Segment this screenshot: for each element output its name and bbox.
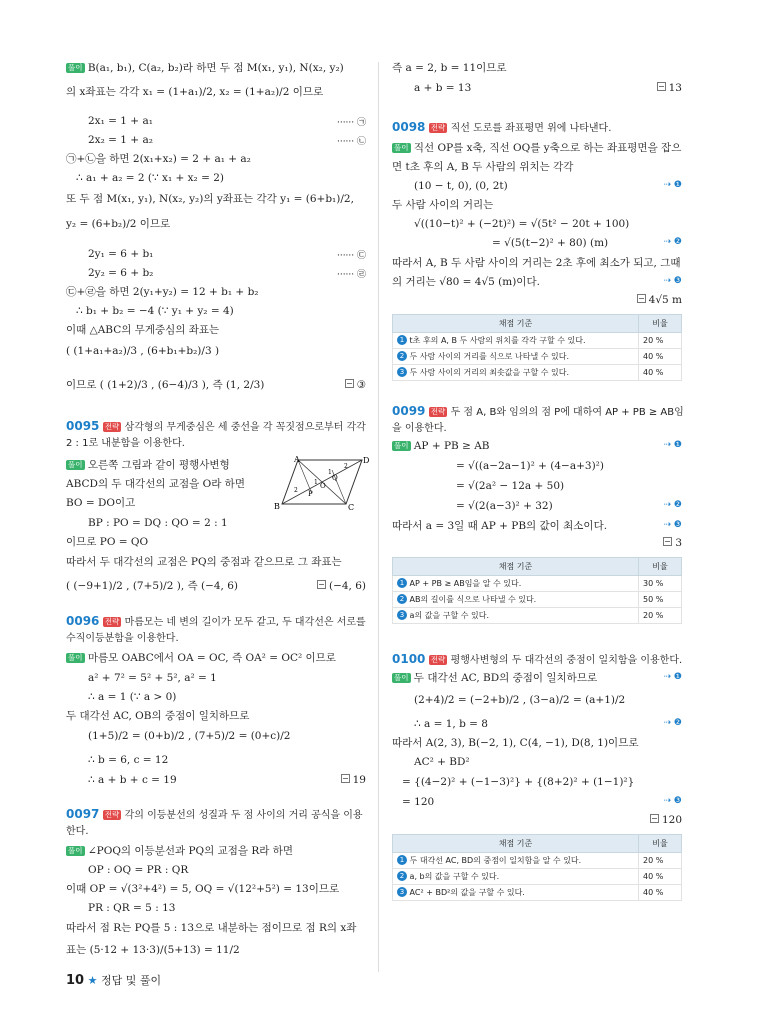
sol-line: = {(4−2)² + (−1−3)²} + {(8+2)² + (1−1)²}	[402, 776, 635, 788]
sol-line: (2+4)/2 = (−2+b)/2 , (3−a)/2 = (a+1)/2	[414, 694, 626, 706]
sol-line: 풀이 두 대각선 AC, BD의 중점이 일치하므로	[394, 672, 598, 684]
parallelogram-figure	[270, 454, 370, 514]
table-header: 채점 기준	[393, 835, 639, 853]
eq-mark: ······ ㉠	[336, 118, 366, 128]
scoring-table-0098	[392, 314, 682, 381]
table-row: 1 두 대각선 AC, BD의 중점이 일치함을 알 수 있다. 20 %	[393, 853, 682, 869]
sol-line: 풀이 B(a₁, b₁), C(a₂, b₂)라 하면 두 점 M(x₁, y₁), N(x₂, y₂)	[68, 62, 344, 74]
sol-line: 2x₁ = 1 + a₁	[88, 115, 153, 127]
sol-line: a + b = 13	[414, 82, 472, 94]
answer: 4√5 m	[637, 294, 682, 306]
page-number: 10	[66, 973, 85, 988]
sol-line: 즉 a = 2, b = 11이므로	[392, 62, 507, 74]
problem-header-0096: 0096 전략 마름모는 네 변의 길이가 모두 같고, 두 대각선은 서로를	[66, 614, 366, 628]
sol-line: (1+5)/2 = (0+b)/2 , (7+5)/2 = (0+c)/2	[88, 730, 291, 742]
sol-line: 2x₂ = 1 + a₂	[88, 134, 153, 146]
sol-line: 따라서 a = 3일 때 AP + PB의 값이 최소이다.	[392, 520, 608, 532]
table-row: 2 AB의 길이를 식으로 나타낼 수 있다. 50 %	[393, 592, 682, 608]
step-marker: ⇢ ❷	[663, 237, 682, 247]
answer: 19	[341, 774, 366, 786]
problem-title-cont: 2 : 1로 내분함을 이용한다.	[66, 438, 185, 449]
step-marker: ⇢ ❶	[663, 180, 682, 190]
sol-line: ABCD의 두 대각선의 교점을 O라 하면	[66, 478, 245, 490]
step-marker: ⇢ ❶	[663, 440, 682, 450]
answer-box-icon	[637, 294, 646, 303]
fig-label-c: C	[348, 503, 355, 512]
sol-line: 풀이 오른쪽 그림과 같이 평행사변형	[68, 459, 230, 471]
sol-line: 표는 (5·12 + 13·3)/(5+13) = 11/2	[66, 944, 240, 956]
table-row: 1 AP + PB ≥ AB임을 알 수 있다. 30 %	[393, 576, 682, 592]
sol-line: ∴ a + b + c = 19	[88, 774, 177, 786]
step-marker: ⇢ ❷	[663, 500, 682, 510]
answer: 13	[657, 82, 682, 94]
table-header: 비율	[639, 558, 682, 576]
answer-box-icon	[650, 814, 659, 823]
sol-line: √((10−t)² + (−2t)²) = √(5t² − 20t + 100)	[414, 218, 630, 230]
sol-line: (10 − t, 0), (0, 2t)	[414, 180, 508, 192]
sol-line: 이므로 ( (1+2)/3 , (6−4)/3 ), 즉 (1, 2/3)	[66, 379, 265, 391]
sol-line: 풀이 AP + PB ≥ AB	[394, 440, 490, 452]
fig-label-b: B	[274, 502, 280, 511]
table-header: 비율	[639, 835, 682, 853]
answer: ③	[345, 379, 366, 391]
table-row: 2 a, b의 값을 구할 수 있다. 40 %	[393, 869, 682, 885]
sol-line: 의 거리는 √80 = 4√5 (m)이다.	[392, 276, 540, 288]
answer-box-icon	[345, 379, 354, 388]
sol-line: 이때 OP = √(3²+4²) = 5, OQ = √(12²+5²) = 13이므로	[66, 883, 340, 895]
answer: (−4, 6)	[317, 580, 366, 592]
problem-header-0100: 0100 전략 평행사변형의 두 대각선의 중점이 일치함을 이용한다.	[392, 652, 683, 666]
answer-box-icon	[657, 82, 666, 91]
sol-line: 풀이 마름모 OABC에서 OA = OC, 즉 OA² = OC² 이므로	[68, 652, 336, 664]
fig-label-d: D	[363, 456, 370, 465]
sol-line: 또 두 점 M(x₁, y₁), N(x₂, y₂)의 y좌표는 각각 y₁ = (6+b₁)/2,	[66, 193, 354, 205]
table-row: 3 a의 값을 구할 수 있다. 20 %	[393, 608, 682, 624]
step-marker: ⇢ ❷	[663, 718, 682, 728]
column-divider	[378, 62, 379, 972]
answer-box-icon	[341, 774, 350, 783]
table-header: 채점 기준	[393, 558, 639, 576]
sol-line: ∴ b₁ + b₂ = −4 (∵ y₁ + y₂ = 4)	[76, 305, 234, 317]
star-icon: ★	[87, 974, 98, 987]
eq-mark: ······ ㉡	[336, 137, 366, 147]
sol-line: 두 사람 사이의 거리는	[392, 199, 494, 211]
sol-line: ( (−9+1)/2 , (7+5)/2 ), 즉 (−4, 6)	[66, 580, 239, 592]
sol-line: y₂ = (6+b₂)/2 이므로	[66, 218, 171, 230]
step-marker: ⇢ ❶	[663, 672, 682, 682]
sol-line: ㉠+㉡을 하면 2(x₁+x₂) = 2 + a₁ + a₂	[66, 153, 251, 165]
fig-ratio: 2	[344, 463, 348, 470]
sol-line: 풀이 직선 OP를 x축, 직선 OQ를 y축으로 하는 좌표평면을 잡으	[394, 142, 682, 154]
answer: 120	[650, 814, 682, 826]
table-header: 비율	[639, 315, 682, 333]
answer-box-icon	[663, 537, 672, 546]
sol-line: ∴ a₁ + a₂ = 2 (∵ x₁ + x₂ = 2)	[76, 172, 225, 184]
fig-label-p: P	[308, 490, 313, 498]
fig-label-o: O	[320, 482, 326, 490]
eq-mark: ······ ㉣	[336, 270, 366, 280]
sol-line: = 120	[402, 796, 435, 808]
step-marker: ⇢ ❸	[663, 520, 682, 530]
sol-line: 풀이 ∠POQ의 이등분선과 PQ의 교점을 R라 하면	[68, 845, 294, 857]
sol-line: AC² + BD²	[414, 756, 470, 768]
problem-header-0099: 0099 전략 두 점 A, B와 임의의 점 P에 대하여 AP + PB ≥ AB임	[392, 404, 684, 418]
answer-box-icon	[317, 580, 326, 589]
step-marker: ⇢ ❸	[663, 796, 682, 806]
sol-line: = √(2a² − 12a + 50)	[456, 480, 565, 492]
fig-ratio: 1	[314, 479, 318, 486]
sol-line: ㉢+㉣을 하면 2(y₁+y₂) = 12 + b₁ + b₂	[66, 286, 259, 298]
fig-label-a: A	[294, 455, 300, 464]
step-marker: ⇢ ❸	[663, 276, 682, 286]
sol-line: ∴ b = 6, c = 12	[88, 754, 169, 766]
problem-title-cont: 수직이등분함을 이용한다.	[66, 633, 179, 644]
sol-line: BP : PO = DQ : QO = 2 : 1	[88, 517, 228, 529]
table-row: 1 t초 후의 A, B 두 사람의 위치를 각각 구할 수 있다. 20 %	[393, 333, 682, 349]
sol-line: 2y₁ = 6 + b₁	[88, 248, 154, 260]
footer-text: 정답 및 풀이	[100, 974, 162, 987]
page-footer	[66, 972, 161, 988]
scoring-table-0100	[392, 834, 682, 901]
fig-ratio: 1	[328, 469, 332, 476]
problem-title-cont: 한다.	[66, 826, 89, 837]
table-row: 3 AC² + BD²의 값을 구할 수 있다. 40 %	[393, 885, 682, 901]
sol-line: = √(2(a−3)² + 32)	[456, 500, 553, 512]
sol-line: 두 대각선 AC, OB의 중점이 일치하므로	[66, 710, 250, 722]
sol-line: 2y₂ = 6 + b₂	[88, 267, 154, 279]
sol-line: ∴ a = 1, b = 8	[414, 718, 488, 730]
sol-line: 의 x좌표는 각각 x₁ = (1+a₁)/2, x₂ = (1+a₂)/2 이므로	[66, 86, 324, 98]
sol-line: 면 t초 후의 A, B 두 사람의 위치는 각각	[392, 161, 574, 173]
table-row: 3 두 사람 사이의 거리의 최솟값을 구할 수 있다. 40 %	[393, 365, 682, 381]
scoring-table-0099	[392, 557, 682, 624]
problem-header-0098: 0098 전략 직선 도로를 좌표평면 위에 나타낸다.	[392, 120, 612, 134]
sol-line: = √(5(t−2)² + 80) (m)	[492, 237, 609, 249]
sol-line: OP : OQ = PR : QR	[88, 864, 189, 876]
eq-mark: ······ ㉢	[336, 251, 366, 261]
sol-line: BO = DO이고	[66, 497, 136, 509]
sol-line: ∴ a = 1 (∵ a > 0)	[88, 691, 177, 703]
fig-label-q: Q	[332, 474, 338, 482]
sol-line: 이때 △ABC의 무게중심의 좌표는	[66, 324, 220, 336]
problem-header-0095: 0095 전략 삼각형의 무게중심은 세 중선을 각 꼭짓점으로부터 각각	[66, 419, 366, 433]
table-row: 2 두 사람 사이의 거리를 식으로 나타낼 수 있다. 40 %	[393, 349, 682, 365]
sol-line: 따라서 A(2, 3), B(−2, 1), C(4, −1), D(8, 1)이므로	[392, 737, 639, 749]
sol-line: ( (1+a₁+a₂)/3 , (6+b₁+b₂)/3 )	[66, 345, 220, 357]
table-header: 채점 기준	[393, 315, 639, 333]
sol-line: 따라서 두 대각선의 교점은 PQ의 중점과 같으므로 그 좌표는	[66, 556, 342, 568]
sol-line: 이므로 PO = QO	[66, 536, 149, 548]
fig-ratio: 2	[294, 487, 298, 494]
sol-line: 따라서 A, B 두 사람 사이의 거리는 2초 후에 최소가 되고, 그때	[392, 257, 681, 269]
answer: 3	[663, 537, 682, 549]
problem-title-cont: 을 이용한다.	[392, 423, 447, 434]
problem-header-0097: 0097 전략 각의 이등분선의 성질과 두 점 사이의 거리 공식을 이용	[66, 807, 363, 821]
sol-line: PR : QR = 5 : 13	[88, 902, 176, 914]
sol-line: a² + 7² = 5² + 5², a² = 1	[88, 672, 217, 684]
sol-line: = √((a−2a−1)² + (4−a+3)²)	[456, 460, 604, 472]
sol-line: 따라서 점 R는 PQ를 5 : 13으로 내분하는 점이므로 점 R의 x좌	[66, 922, 357, 934]
